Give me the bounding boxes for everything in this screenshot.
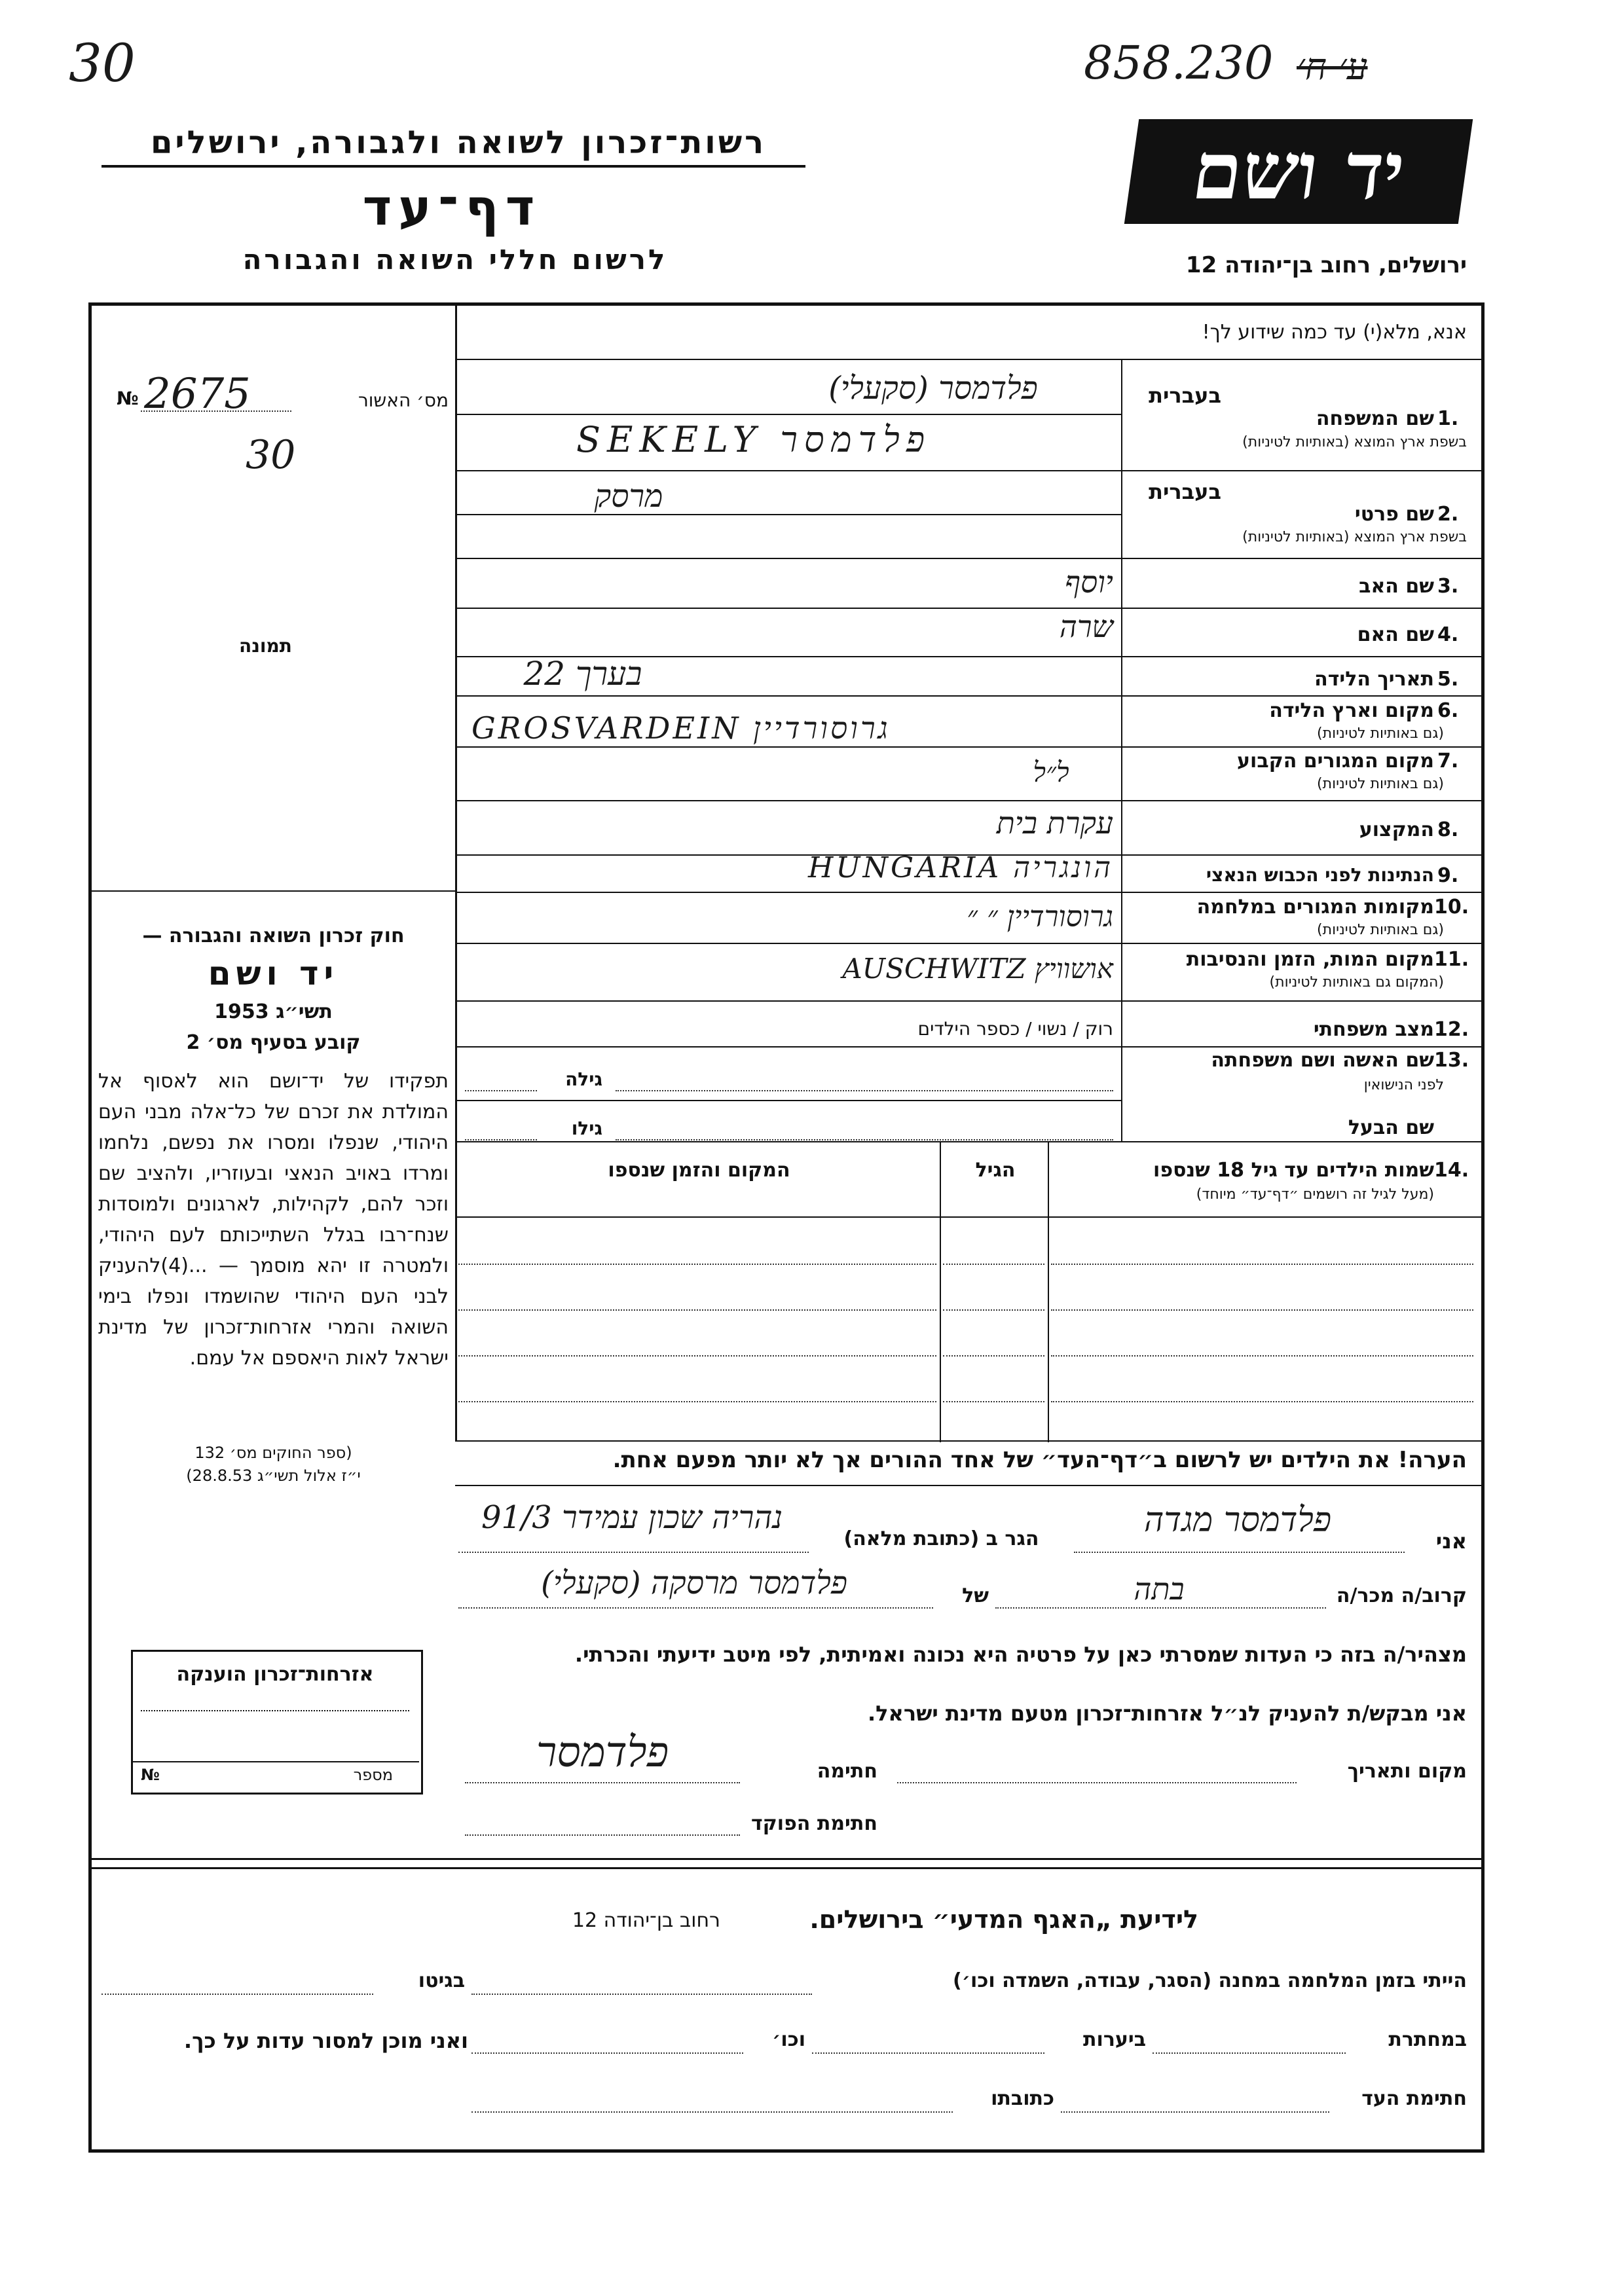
top-right-extra: ע׳ ח׳ [1297,46,1368,88]
law-title: חוק זכרון השואה והגבורה — [142,924,405,947]
witness-signature-label: חתימת העד [1361,2087,1467,2110]
etc-label: וכו׳ [772,2028,805,2051]
field-2-value: מרסק [594,478,663,515]
children-age-header: הגיל [975,1159,1016,1182]
top-right-number: 858.230 [1084,36,1274,90]
law-ref-2: י״ז אלול תשי״ג 28.8.53) [186,1467,361,1485]
children-label: שמות הילדים עד גיל 18 שנספו [1153,1159,1434,1182]
signature-value: פלדמסר [536,1728,669,1777]
field-7-sub: (גם באותיות לטיניות) [1317,776,1444,792]
declaration-statement: מצהיר/ה בזה כי העדות שמסרתי כאן על פרטיה היא נכונה ואמיתית, לפי מיטב ידיעתי והכרתי. [574,1642,1467,1667]
declaration-lives-label: הגר ב (כתובת מלאה) [843,1527,1039,1550]
forests-label: ביערות [1083,2028,1146,2051]
field-11-label: מקום המות, הזמן והנסיבות [1186,948,1434,971]
field-10-sub: (גם באותיות לטיניות) [1317,922,1444,938]
field-8-value: עקרת בית [996,805,1113,841]
field-9-label: הנתינות לפני הכבוש הנאצי [1206,864,1434,886]
field-7-value: ל״ל [1033,756,1069,788]
cert-label: מס׳ האשור [358,390,449,411]
officer-signature-label: חתימת הפוקד [751,1812,877,1835]
page-title: דף־עד [362,178,542,236]
research-address: רחוב בן־יהודה 12 [572,1909,720,1932]
field-1-tag: בעברית [1149,383,1221,408]
field-3-num: 3. [1437,575,1459,598]
organization-name: רשות־זכרון לשואה ולגבורה, ירושלים [150,124,767,161]
field-2-label: שם פרטי [1354,503,1434,526]
witness-address-label: כתובתו [991,2087,1054,2110]
field-1-num: 1. [1437,407,1459,430]
declaration-address-value: נהריה שכון עמידר 91/3 [481,1499,783,1536]
cert-number: 2675 [144,370,251,418]
field-11-value: אושוויץ AUSCHWITZ [842,953,1113,985]
field-6-label: מקום וארץ הלידה [1269,699,1434,722]
citizenship-title: אזרחות־זכרון הוענקה [176,1663,374,1686]
field-5-label: תאריך הלידה [1314,668,1434,691]
research-line-1: הייתי בזמן המלחמה במחנה (הסגר, עבודה, השמדה וכו׳) [953,1969,1467,1992]
field-5-num: 5. [1437,668,1459,691]
field-8-num: 8. [1437,818,1459,841]
field-13-label: שם האשה ושם משפחתה [1211,1049,1434,1072]
ghetto-label: בגיטו [418,1969,465,1992]
yad-vashem-logo: יד ושם [1124,119,1473,224]
field-2-sub: בשפת ארץ המוצא (באותיות לטיניות) [1242,529,1467,545]
field-8-label: המקצוע [1359,818,1434,841]
children-sub: (מעל לגיל זה רושמים ״דף־עד״ מיוחד) [1196,1186,1434,1203]
instruction: אנא, מלא(י) עד כמה שידוע לך! [1202,321,1467,344]
citizenship-number-label: מספר [353,1766,393,1784]
field-12-num: 12. [1434,1018,1469,1041]
field-7-num: 7. [1437,750,1459,773]
field-9-num: 9. [1437,864,1459,887]
note: הערה! את הילדים יש לרשום ב״דף־העד״ של אחד ההורים אך לא יותר מפעם אחת. [612,1447,1467,1473]
declaration-name-value: פלדמסר מגדה [1143,1501,1332,1540]
research-title: לידיעת „האגף המדעי״ בירושלים. [809,1905,1198,1934]
top-left-annotation: 30 [69,33,136,94]
law-name: יד ושם [208,955,339,993]
page-subtitle: לרשום חללי השואה והגבורה [242,244,668,276]
field-1-sub: בשפת ארץ המוצא (באותיות לטיניות) [1242,434,1467,450]
declaration-ani: אני [1435,1529,1467,1554]
ready-label: ואני מוכן למסור עדות על כך. [183,2028,468,2053]
law-text: תפקידו של יד־ושם הוא לאסוף אל המולדת את זכרם של כל־אלה מבני העם היהודי, שנפלו ומסרו את נפשם, נלחמו ומרדו באויב הנאצי ובעוזריו, ולהציב שם וזכר להם, לקהילות, לארגונים ולמוסדות שנח־רבו בגלל השתייכותם לעם היהודי, ולמטרה זו יהא מוסמך — ...(4)להעניק לבני העם היהודי שהושמדו ונפלו בימי השואה והמרי אזרחות־זכרון של מדינת ישראל לאות היאספם אל עמם. [98,1070,449,1370]
field-12-options: רוק / נשוי / כספר הילדים [917,1018,1113,1040]
field-6-value: GROSVARDEIN גרוסורדיין [471,710,891,746]
husband-label: שם הבעל [1348,1116,1434,1139]
declaration-of-value: פלדמסר מרסקה (סקעלי) [540,1565,848,1601]
field-7-label: מקום המגורים הקבוע [1237,750,1434,773]
field-1-value: פלדמסר (סקעלי) [828,370,1038,407]
declaration-request: אני מבקש/ת להעניק לנ״ל אזרחות־זכרון מטעם מדינת ישראל. [868,1701,1467,1726]
cert-sub: 30 [246,432,296,478]
husband-age-label: גילו [571,1118,602,1139]
header-address: ירושלים, רחוב בן־יהודה 12 [1185,252,1467,278]
children-place-header: המקום והזמן שנספו [608,1159,790,1182]
field-4-label: שם האם [1357,623,1434,646]
law-clause: קובע בסעיף מס׳ 2 [186,1031,361,1054]
field-10-num: 10. [1434,896,1469,919]
place-date-label: מקום ותאריך [1347,1760,1467,1783]
field-2-tag: בעברית [1149,479,1221,504]
signature-label: חתימה [817,1760,877,1783]
research-separator [92,1858,1481,1860]
citizenship-number-prefix: № [141,1766,160,1784]
field-11-sub: (המקום גם באותיות לטיניות) [1269,974,1444,991]
field-1-label: שם המשפחה [1316,407,1434,430]
sidebar-divider [455,306,457,1442]
header-rule [101,165,805,168]
field-4-value: שרה [1059,609,1113,644]
label-divider [1121,359,1122,1141]
field-10-label: מקומות המגורים במלחמה [1196,896,1434,919]
law-ref-1: (ספר החוקים מס׳ 132 [194,1444,352,1462]
field-6-num: 6. [1437,699,1459,722]
field-5-value: בערך 22 [523,655,642,693]
cert-number-prefix: № [117,388,139,409]
field-3-value: יוסף [1065,564,1113,600]
field-9-value: הונגריה HUNGARIA [808,851,1113,884]
children-num: 14. [1434,1159,1469,1182]
field-12-label: מצב משפחתי [1313,1018,1434,1041]
declaration-of-label: של [962,1584,989,1607]
field-10-value: גרוסורדיין ״ ״ [967,900,1113,934]
field-13-num: 13. [1434,1049,1469,1072]
underground-label: במחתרת [1388,2028,1467,2051]
field-13-sub: לפני הנישואין [1363,1077,1444,1093]
field-11-num: 11. [1434,948,1469,971]
law-year: תשי״ג 1953 [214,1000,333,1023]
field-2-num: 2. [1437,503,1459,526]
field-6-sub: (גם באותיות לטיניות) [1317,725,1444,742]
field-1-value-latin: SEKELY פלדמסר [576,419,932,460]
field-3-label: שם האב [1359,575,1434,598]
field-13-age-label: גילה [565,1068,602,1090]
declaration-relative-value: בתה [1134,1571,1185,1607]
field-4-num: 4. [1437,623,1459,646]
photo-label: תמונה [239,635,292,657]
declaration-relative-label: קרוב/ה מכר/ה [1336,1584,1467,1607]
